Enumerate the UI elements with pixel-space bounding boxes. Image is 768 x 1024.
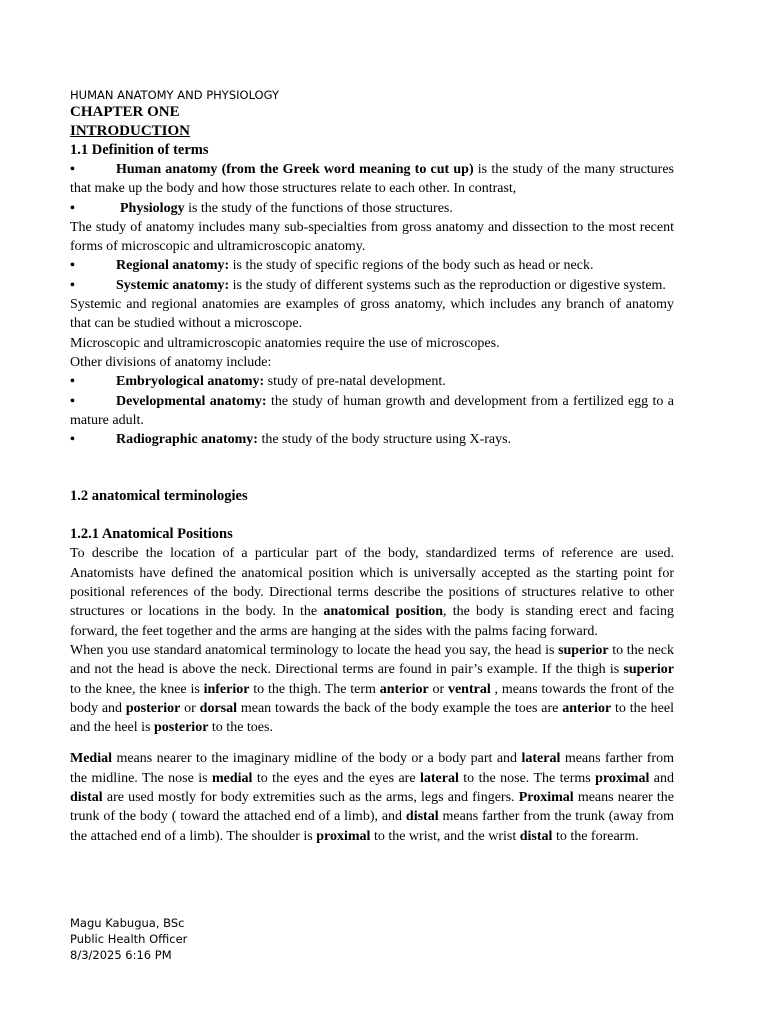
text-run: When you use standard anatomical terminology to locate the head you say, the head is	[70, 642, 559, 658]
footer-author: Magu Kabugua, BSc	[70, 916, 185, 930]
bold-term: ventral	[447, 681, 491, 697]
running-title: HUMAN ANATOMY AND PHYSIOLOGY	[70, 88, 279, 102]
term-physiology: Physiology	[120, 200, 185, 216]
document-page	[70, 88, 674, 846]
definition-human-anatomy: is the study of the many structures that make up the body and how those structures relate to each other. In contrast,	[70, 162, 674, 197]
bold-term: posterior	[153, 720, 209, 736]
bold-term: proximal	[316, 828, 371, 844]
term-systemic-anatomy: Systemic anatomy:	[116, 277, 230, 293]
bullet-icon: •	[70, 200, 75, 216]
text-run: to the nose. The terms	[458, 770, 596, 786]
bold-term: lateral	[419, 770, 459, 786]
subsection-heading-1-2-1: 1.2.1 Anatomical Positions	[70, 526, 233, 543]
text-run: or	[428, 681, 448, 697]
bold-term: posterior	[125, 700, 181, 716]
spacer	[70, 737, 674, 749]
definition-systemic-anatomy: is the study of different systems such as the reproduction or digestive system.	[229, 277, 666, 293]
definition-regional-anatomy: is the study of specific regions of the body such as head or neck.	[229, 258, 594, 274]
spacer	[70, 449, 674, 487]
paragraph-directional-terms	[70, 641, 674, 737]
bold-term: superior	[558, 642, 609, 658]
bullet-icon: •	[70, 162, 75, 177]
list-item-developmental-anatomy	[70, 392, 674, 431]
text-run: to the heel and the heel is	[70, 700, 674, 736]
bold-term: inferior	[203, 681, 250, 697]
bold-term: distal	[519, 828, 553, 844]
text-run: and	[649, 770, 675, 786]
bold-term: distal	[70, 790, 103, 806]
text-run: means farther from the trunk (away from the attached end of a limb). The shoulder is	[70, 809, 674, 844]
section-heading-1-1: 1.1 Definition of terms	[70, 142, 209, 158]
list-item-radiographic-anatomy	[70, 430, 674, 449]
bold-term: medial	[212, 770, 253, 786]
bold-term: anatomical position	[323, 604, 444, 620]
term-developmental-anatomy: Developmental anatomy:	[116, 393, 267, 409]
definition-developmental-anatomy: the study of human growth and development from a fertilized egg to a mature adult.	[70, 393, 675, 428]
paragraph-medial-lateral	[70, 749, 674, 845]
bullet-icon: •	[70, 258, 75, 274]
paragraph-anatomical-position	[70, 544, 674, 640]
text-run: To describe the location of a particular part of the body, standardized terms of reference are used. Anatomists have defined the anatomical position which is universally accepted as the starting point for positional references of the body. Directional terms describe the positions of structures relative to other structures or locations in the body. In the	[70, 546, 674, 620]
definition-physiology: is the study of the functions of those structures.	[184, 200, 453, 216]
footer-datetime: 8/3/2025 6:16 PM	[70, 948, 172, 962]
term-human-anatomy: Human anatomy (from the Greek word meaning to cut up)	[116, 162, 474, 177]
definition-radiographic-anatomy: the study of the body structure using X-rays.	[257, 432, 512, 448]
chapter-title	[70, 122, 674, 141]
list-item-human-anatomy	[70, 160, 674, 199]
text-run: to the knee, the knee is	[70, 681, 204, 697]
text-run: to the thigh. The term	[249, 681, 380, 697]
text-run: mean towards the back of the body example the toes are	[237, 700, 563, 716]
bold-term: Medial	[70, 751, 112, 767]
paragraph: Systemic and regional anatomies are examples of gross anatomy, which includes any branch of anatomy that can be studied without a microscope.	[70, 297, 674, 332]
list-item-regional-anatomy	[70, 256, 674, 275]
list-item-physiology	[70, 199, 674, 218]
text-run: or	[180, 700, 200, 716]
list-item-systemic-anatomy	[70, 276, 674, 295]
term-radiographic-anatomy: Radiographic anatomy:	[116, 432, 258, 448]
term-embryological-anatomy: Embryological anatomy:	[116, 374, 265, 390]
text-run: , means towards the front of the body and	[70, 681, 674, 716]
bullet-icon: •	[70, 374, 75, 390]
bold-term: anterior	[562, 700, 612, 716]
spacer	[70, 506, 674, 525]
text-run: to the eyes and the eyes are	[252, 770, 420, 786]
chapter-number: CHAPTER ONE	[70, 104, 180, 120]
paragraph: Microscopic and ultramicroscopic anatomies require the use of microscopes.	[70, 335, 500, 351]
paragraph: Other divisions of anatomy include:	[70, 354, 272, 370]
footer-role: Public Health Officer	[70, 932, 188, 946]
bold-term: distal	[405, 809, 439, 825]
bullet-icon: •	[70, 393, 75, 409]
bold-term: superior	[623, 662, 674, 678]
term-regional-anatomy: Regional anatomy:	[116, 258, 230, 274]
definition-embryological-anatomy: study of pre-natal development.	[264, 374, 446, 390]
text-run: , the body is standing erect and facing forward, the feet together and the arms are hanging at the sides with the palms facing forward.	[70, 604, 674, 639]
bold-term: lateral	[521, 751, 561, 767]
text-run: to the neck and not the head is above the neck. Directional terms are found in pair’s example. If the thigh is	[70, 642, 674, 678]
bullet-icon: •	[70, 277, 75, 293]
paragraph: The study of anatomy includes many sub-specialties from gross anatomy and dissection to the most recent forms of microscopic and ultramicroscopic anatomy.	[70, 219, 674, 255]
text-run: means farther from the midline. The nose is	[70, 751, 674, 786]
bold-term: anterior	[379, 681, 429, 697]
bullet-icon: •	[70, 432, 75, 448]
text-run: to the toes.	[208, 720, 273, 736]
section-heading-1-2: 1.2 anatomical terminologies	[70, 488, 248, 505]
chapter-title-text: INTRODUCTION	[70, 123, 191, 139]
bold-term: Proximal	[518, 790, 574, 806]
bold-term: proximal	[595, 770, 650, 786]
text-run: to the forearm.	[552, 828, 639, 844]
text-run: means nearer to the imaginary midline of the body or a body part and	[112, 751, 522, 767]
bold-term: dorsal	[199, 700, 238, 716]
list-item-embryological-anatomy	[70, 372, 674, 391]
text-run: to the wrist, and the wrist	[370, 828, 520, 844]
footer	[70, 915, 187, 963]
text-run: means nearer the trunk of the body ( toward the attached end of a limb), and	[70, 790, 674, 825]
text-run: are used mostly for body extremities such as the arms, legs and fingers.	[102, 790, 519, 806]
